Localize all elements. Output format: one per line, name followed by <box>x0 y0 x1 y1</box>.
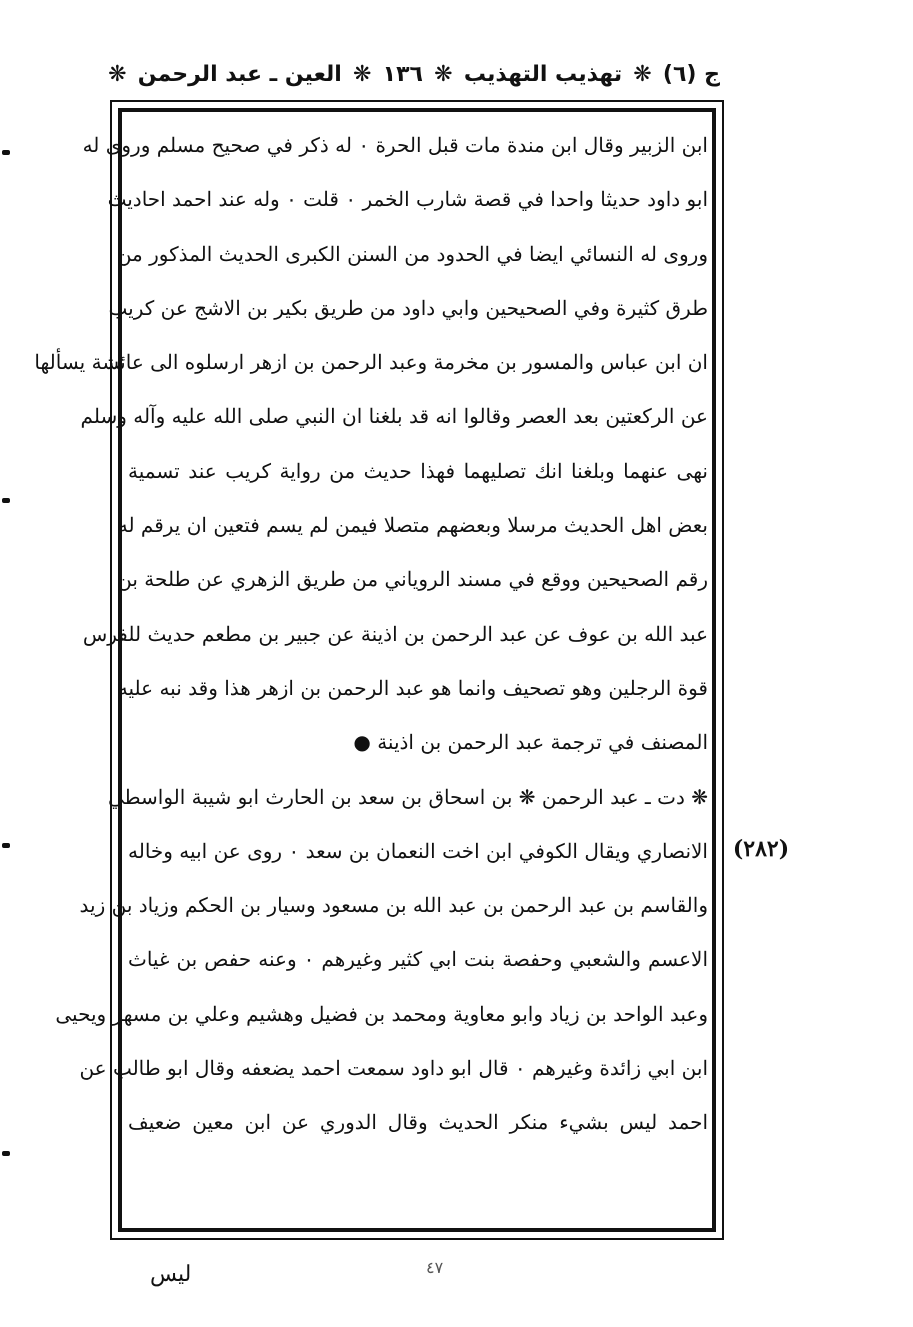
text-line: عبد الله بن عوف عن عبد الرحمن بن اذينة عن جبير بن مطعم حديث للفرس <box>82 621 708 646</box>
footer-mark: ٤٧ <box>426 1258 444 1277</box>
catchword: ليس <box>150 1262 192 1287</box>
ornament-icon: ❋ <box>108 61 127 87</box>
text-line: قوة الرجلين وهو تصحيف وانما هو عبد الرحمن بن ازهر هذا وقد نبه عليه <box>117 675 708 700</box>
text-line: عن الركعتين بعد العصر وقالوا انه قد بلغنا ان النبي صلى الله عليه وآله وسلم <box>80 404 708 429</box>
running-header <box>108 52 720 96</box>
entry-line: الاعسم والشعبي وحفصة بنت ابي كثير وغيرهم ۰ وعنه حفص بن غياث <box>128 947 709 972</box>
entry-line: والقاسم بن عبد الرحمن بن عبد الله بن مسعود وسيار بن الحكم وزياد بن زيد <box>79 893 708 918</box>
book-title: تهذيب التهذيب <box>463 61 623 87</box>
text-line: بعض اهل الحديث مرسلا وبعضهم متصلا فيمن لم يسم فتعين ان يرقم له <box>117 513 708 538</box>
text-line: ان ابن عباس والمسور بن مخرمة وعبد الرحمن بن ازهر ارسلوه الى عائشة يسألها <box>34 350 708 375</box>
text-line: رقم الصحيحين ووقع في مسند الروياني من طريق الزهري عن طلحة بن <box>117 567 708 592</box>
section-label: العين ـ عبد الرحمن <box>137 61 342 87</box>
entry-line: ❋ دت ـ عبد الرحمن ❋ بن اسحاق بن سعد بن الحارث ابو شيبة الواسطي <box>107 784 708 809</box>
text-line: ابن الزبير وقال ابن مندة مات قبل الحرة ۰ له ذكر في صحيح مسلم وروى له <box>82 133 708 157</box>
margin-mark <box>2 498 10 503</box>
text-line: ابو داود حديثا واحدا في قصة شارب الخمر ۰ قلت ۰ وله عند احمد احاديث <box>107 187 708 212</box>
entry-line: ابن ابي زائدة وغيرهم ۰ قال ابو داود سمعت احمد يضعفه وقال ابو طالب عن <box>79 1056 708 1081</box>
margin-mark <box>2 150 10 155</box>
volume-label: ج (٦) <box>662 61 720 87</box>
ornament-icon: ❋ <box>434 61 453 87</box>
margin-mark <box>2 843 10 848</box>
entry-number: (٢٨٢) <box>732 836 790 862</box>
margin-mark <box>2 1151 10 1156</box>
text-line: المصنف في ترجمة عبد الرحمن بن اذينة ● <box>353 730 708 755</box>
entry-line: احمد ليس بشيء منكر الحديث وقال الدوري عن ابن معين ضعيف <box>128 1110 708 1135</box>
ornament-icon: ❋ <box>633 61 652 87</box>
text-line: نهى عنهما وبلغنا انك تصليهما فهذا حديث من رواية كريب عند تسمية <box>128 458 708 483</box>
main-text <box>34 118 709 1150</box>
ornament-icon: ❋ <box>353 61 372 87</box>
text-line: طرق كثيرة وفي الصحيحين وابي داود من طريق بكير بن الاشج عن كريب <box>108 295 708 320</box>
entry-line: الانصاري ويقال الكوفي ابن اخت النعمان بن سعد ۰ روى عن ابيه وخاله <box>128 838 708 863</box>
text-line: وروى له النسائي ايضا في الحدود من السنن الكبرى الحديث المذكور من <box>116 241 708 266</box>
page-number: ١٣٦ <box>382 61 423 87</box>
entry-line: وعبد الواحد بن زياد وابو معاوية ومحمد بن فضيل وهشيم وعلي بن مسهر ويحيى <box>55 1001 708 1026</box>
